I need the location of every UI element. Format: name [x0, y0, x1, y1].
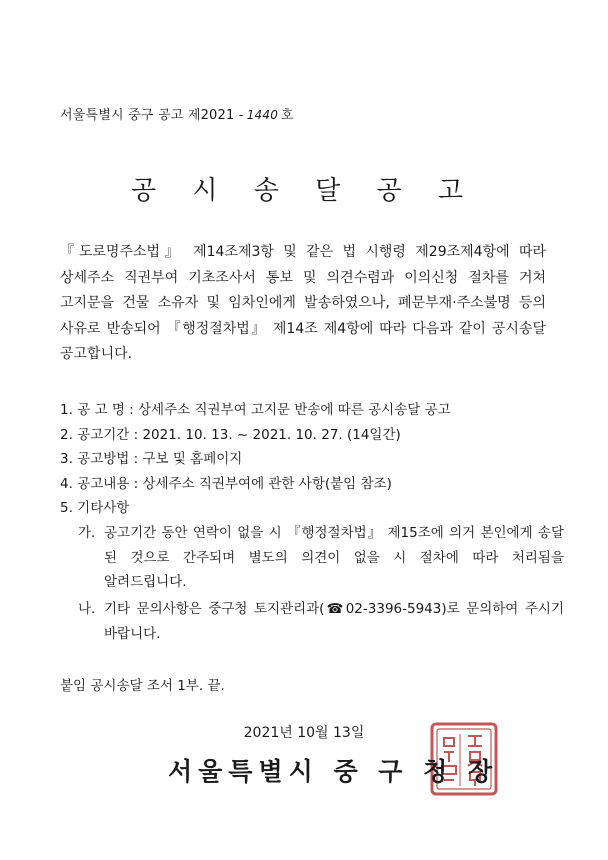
notice-item-list: [60, 398, 560, 521]
notice-item-content: 4. 공고내용 : 상세주소 직권부여에 관한 사항(붙임 참조): [60, 475, 392, 492]
sub-item-mark: 나.: [78, 601, 96, 617]
sub-item-na: [78, 597, 568, 646]
document-title: 공 시 송 달 공 고: [130, 176, 478, 206]
sub-item-ga: [78, 521, 568, 595]
notice-item-period: 2. 공고기간 : 2021. 10. 13. ~ 2021. 10. 27. (14일간): [60, 426, 401, 443]
notice-item-method: 3. 공고방법 : 구보 및 홈페이지: [60, 451, 243, 467]
notice-item-other: 5. 기타사항: [60, 500, 130, 516]
issuer-name: 서울특별시 중 구 청 장: [168, 757, 499, 786]
notice-number: [60, 104, 294, 123]
notice-number-suffix: 호: [281, 108, 294, 123]
issue-date: 2021년 10월 13일: [243, 725, 365, 741]
sub-item-mark: 가.: [78, 525, 96, 541]
attachment-line: 붙임 공시송달 조서 1부. 끝.: [60, 678, 225, 694]
notice-item-title: 1. 공 고 명 : 상세주소 직권부여 고지문 반송에 따른 공시송달 공고: [60, 402, 451, 418]
sub-item-text: 기타 문의사항은 중구청 토지관리과(☎02-3396-5943)로 문의하여 주시기 바랍니다.: [104, 601, 564, 642]
sub-item-text: 공고기간 동안 연락이 없을 시 『행정절차법』 제15조에 의거 본인에게 송달 된 것으로 간주되며 별도의 의견이 없을 시 절차에 따라 처리됨을 알려드립니다.: [104, 525, 564, 590]
notice-number-handwritten: 1440: [246, 108, 279, 122]
notice-number-prefix: 서울특별시 중구 공고 제2021 -: [60, 108, 244, 123]
body-paragraph: 『도로명주소법』 제14조제3항 및 같은 법 시행령 제29조제4항에 따라 상세주소 직권부여 기초조사서 통보 및 의견수렴과 이의신청 절차를 거쳐 고지문을 건물 소유자 및 임차인에게 발송하였으나, 폐문부재·주소불명 등의 사유로 반송되어 『행정절차법』 제14조 제4항에 따라 다음과 같이 공시송달 공고합니다.: [60, 244, 546, 362]
